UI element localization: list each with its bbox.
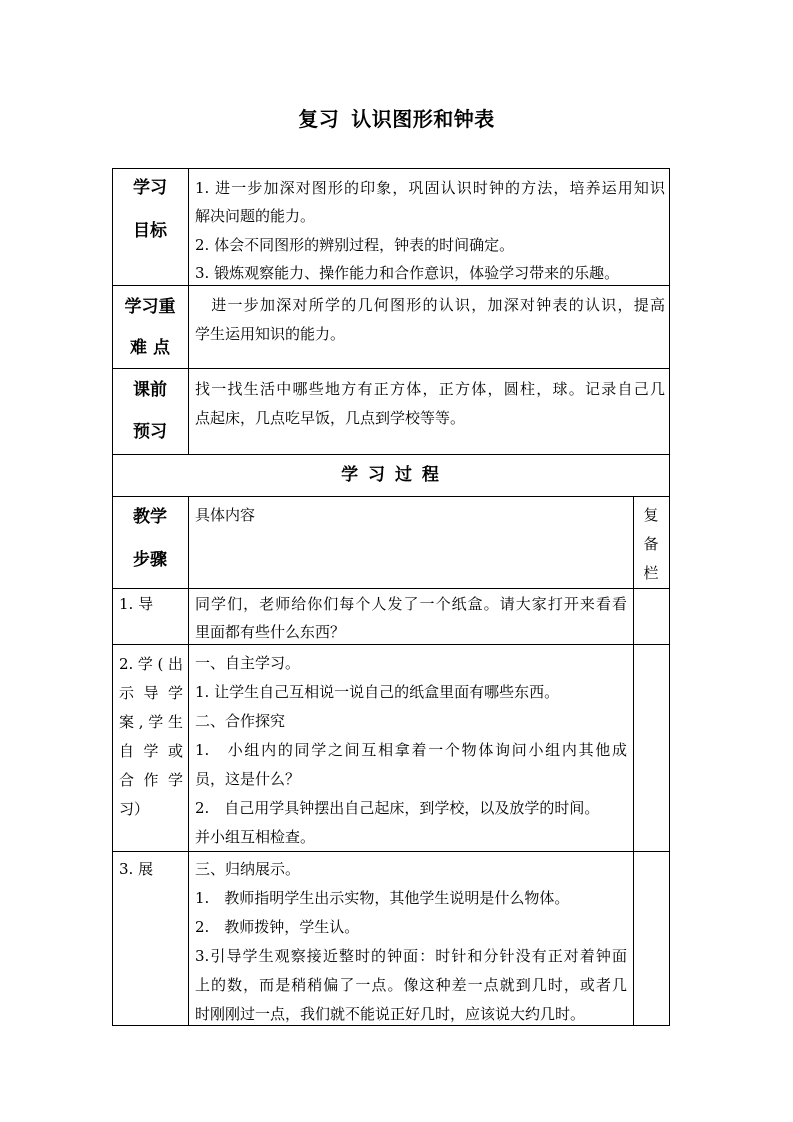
key-line: 学生运用知识的能力。 [195,325,346,343]
goal-item: 3. 锻炼观察能力、操作能力和合作意识，体验学习带来的乐趣。 [195,264,620,282]
step-label: 2.学(出 [119,655,183,673]
step-content-line: 2. 教师拨钟，学生认。 [195,918,360,936]
preview-line: 找一找生活中哪些地方有正方体，正方体，圆柱，球。记录自己几 [195,380,665,398]
step-content-line: 2. 自己用学具钟摆出自己起床，到学校，以及放学的时间。 [195,799,600,817]
step-header-line2: 步骤 [133,550,167,570]
step-label: 习） [119,800,150,818]
step-content-line: 同学们，老师给你们每个人发了一个纸盒。请大家打开来看看 [195,595,627,613]
key-label-line2: 难 点 [130,338,170,358]
title-part2: 认识图形和钟表 [351,107,495,131]
step-label: 示 导 学 [119,684,183,702]
page-title [0,103,793,132]
note-header-char: 备 [643,535,659,553]
goal-label-line2: 目标 [133,221,167,241]
step-label: 案,学生 [119,713,183,731]
step-content-line: 员，这是什么？ [195,770,301,788]
step-content-line: 三、归纳展示。 [195,860,301,878]
note-header-char: 复 [643,506,659,524]
step-content-line: 时刚刚过一点，我们就不能说正好几时，应该说大约几时。 [195,1005,586,1023]
step-label: 自 学 或 [119,742,183,760]
goal-item: 1. 进一步加深对图形的印象，巩固认识时钟的方法，培养运用知识 [195,179,665,197]
goal-label-line1: 学习 [133,178,167,198]
goal-item: 解决问题的能力。 [195,207,316,225]
step-label: 合 作 学 [119,771,183,789]
preview-line: 点起床，几点吃早饭，几点到学校等等。 [195,409,466,427]
content-header: 具体内容 [195,506,256,524]
step-content-line: 1. 教师指明学生出示实物，其他学生说明是什么物体。 [195,889,570,907]
step-content-line: 3.引导学生观察接近整时的钟面：时针和分针没有正对着钟面 [195,947,627,965]
note-header-char: 栏 [643,564,659,582]
title-part1: 复习 [298,107,340,131]
step-label: 1. 导 [119,595,154,613]
goal-item: 2. 体会不同图形的辨别过程，钟表的时间确定。 [195,236,515,254]
step-content-line: 并小组互相检查。 [195,828,316,846]
step-content-line: 二、合作探究 [195,712,286,730]
key-line: 进一步加深对所学的几何图形的认识，加深对钟表的认识，提高 [195,296,665,314]
step-content-line: 一、自主学习。 [195,654,301,672]
preview-label-line1: 课前 [133,380,167,400]
step-content-line: 里面都有些什么东西？ [195,623,346,641]
step-content-line: 1. 小组内的同学之间互相拿着一个物体询问小组内其他成 [195,741,627,759]
process-heading: 学 习 过 程 [341,465,441,485]
preview-label-line2: 预习 [133,422,167,442]
step-header-line1: 教学 [133,507,167,527]
step-content-line: 上的数，而是稍稍偏了一点。像这种差一点就到几时，或者几 [195,976,627,994]
key-label-line1: 学习重 [124,297,176,317]
step-content-line: 1. 让学生自己互相说一说自己的纸盒里面有哪些东西。 [195,683,560,701]
step-label: 3. 展 [119,860,154,878]
